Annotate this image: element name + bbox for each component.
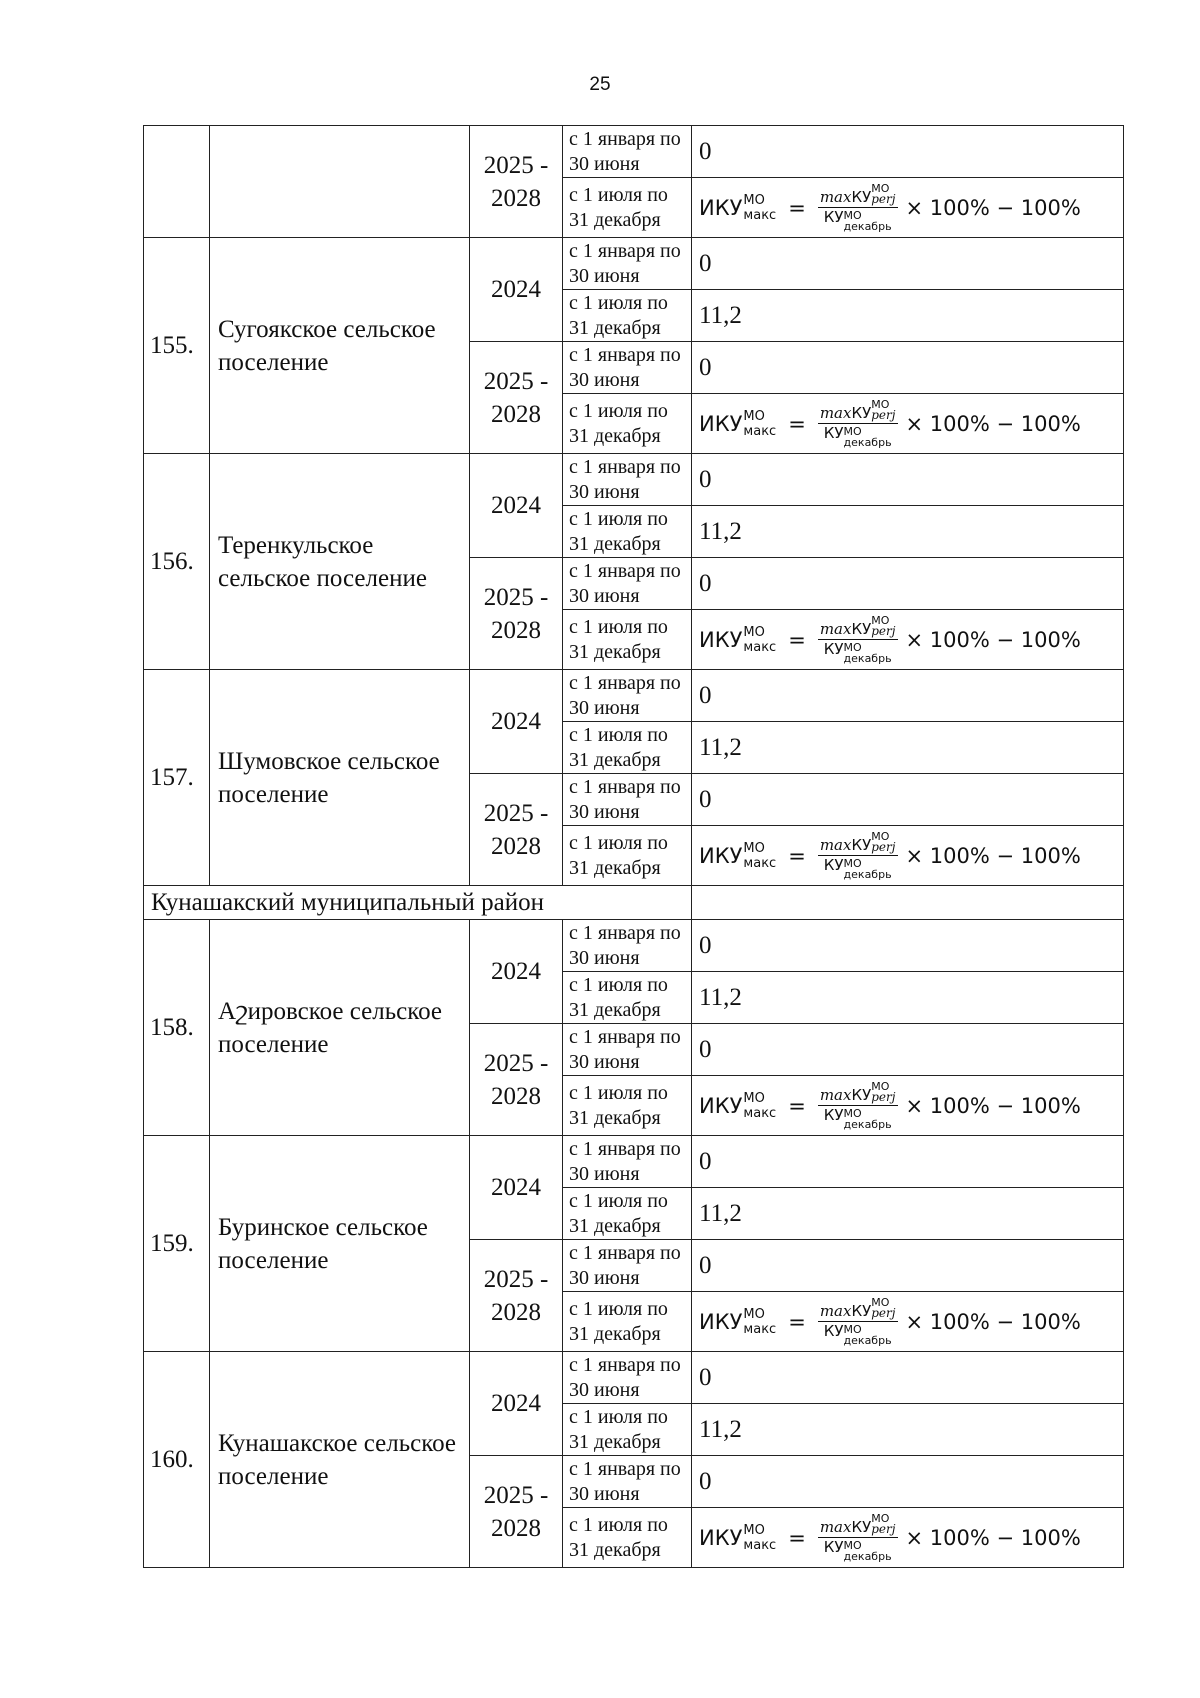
value-cell [692,178,1124,238]
formula-fraction [818,183,898,232]
formula-den-sup: МО [843,425,862,438]
table-row [144,1136,1124,1188]
formula-lhs-sup: МО [743,1522,765,1538]
formula-lhs-sub: макс [743,1321,777,1337]
index-formula [699,1081,1081,1130]
year-cell: 2025 - 2028 [470,774,563,886]
formula-den-sup: МО [843,857,862,870]
year-cell: 2025 - 2028 [470,126,563,238]
formula-max: max [819,188,852,206]
settlement-name-cell: Буринское сельское поселение [210,1136,470,1352]
formula-lhs: ИКУ [699,843,743,868]
value-cell: 0 [692,1136,1124,1188]
formula-fraction [818,831,898,880]
period-cell: с 1 января по 30 июня [563,1456,692,1508]
formula-den-base: КУ [823,1322,844,1340]
formula-tail: × 100% − 100% [905,1309,1081,1334]
year-cell: 2024 [470,1352,563,1456]
index-formula [699,399,1081,448]
period-cell: с 1 июля по 31 декабря [563,1188,692,1240]
formula-num-base: КУ [851,620,872,638]
value-cell: 11,2 [692,506,1124,558]
formula-lhs-sup: МО [743,1090,765,1106]
tariff-table [143,125,1124,1568]
formula-equals: = [788,1309,806,1334]
row-number-cell: 155. [144,238,210,454]
formula-den-base: КУ [823,856,844,874]
period-cell: с 1 января по 30 июня [563,1024,692,1076]
formula-num-base: КУ [851,1086,872,1104]
value-cell [692,610,1124,670]
formula-num-sub: perj [871,624,896,638]
value-cell: 0 [692,1024,1124,1076]
formula-max: max [819,620,852,638]
period-cell: с 1 января по 30 июня [563,1240,692,1292]
formula-num-sub: perj [871,1522,896,1536]
formula-lhs-sup: МО [743,192,765,208]
value-cell: 0 [692,126,1124,178]
formula-lhs: ИКУ [699,411,743,436]
formula-max: max [819,1518,852,1536]
row-number-cell: 157. [144,670,210,886]
formula-num-sup: МО [871,830,890,843]
index-formula [699,1513,1081,1562]
value-cell: 0 [692,342,1124,394]
settlement-name-cell [210,126,470,238]
table-row [144,886,1124,920]
formula-num-sub: perj [871,408,896,422]
value-cell [692,826,1124,886]
formula-lhs-sub: макс [743,639,777,655]
formula-den-sup: МО [843,1323,862,1336]
formula-den-sup: МО [843,1539,862,1552]
year-cell: 2024 [470,238,563,342]
page-number: 25 [589,74,611,95]
period-cell: с 1 июля по 31 декабря [563,1508,692,1568]
formula-den-base: КУ [823,1106,844,1124]
row-number-cell: 158. [144,920,210,1136]
formula-den-base: КУ [823,1538,844,1556]
year-cell: 2025 - 2028 [470,1024,563,1136]
formula-lhs-sup: МО [743,624,765,640]
period-cell: с 1 июля по 31 декабря [563,972,692,1024]
period-cell: с 1 июля по 31 декабря [563,826,692,886]
settlement-name-cell: Аշировское сельское поселение [210,920,470,1136]
formula-tail: × 100% − 100% [905,627,1081,652]
value-cell: 11,2 [692,1404,1124,1456]
period-cell: с 1 января по 30 июня [563,454,692,506]
formula-num-base: КУ [851,1518,872,1536]
settlement-name-cell: Теренкульское сельское поселение [210,454,470,670]
formula-lhs-sub: макс [743,1537,777,1553]
year-cell: 2025 - 2028 [470,1240,563,1352]
value-cell: 0 [692,920,1124,972]
period-cell: с 1 января по 30 июня [563,1136,692,1188]
table-row [144,454,1124,506]
period-cell: с 1 июля по 31 декабря [563,506,692,558]
formula-num-sup: МО [871,1512,890,1525]
formula-num-sup: МО [871,398,890,411]
table-row [144,126,1124,178]
period-cell: с 1 января по 30 июня [563,342,692,394]
formula-num-sup: МО [871,614,890,627]
formula-lhs-sup: МО [743,1306,765,1322]
formula-num-sup: МО [871,1080,890,1093]
index-formula [699,615,1081,664]
formula-den-sub: декабрь [843,1550,892,1563]
period-cell: с 1 июля по 31 декабря [563,722,692,774]
formula-den-sup: МО [843,641,862,654]
table-row [144,670,1124,722]
formula-den-sub: декабрь [843,436,892,449]
formula-equals: = [788,843,806,868]
value-cell: 11,2 [692,290,1124,342]
period-cell: с 1 января по 30 июня [563,774,692,826]
year-cell: 2025 - 2028 [470,558,563,670]
formula-lhs: ИКУ [699,1309,743,1334]
row-number-cell [144,126,210,238]
period-cell: с 1 января по 30 июня [563,1352,692,1404]
table-body [144,126,1124,1568]
formula-equals: = [788,1525,806,1550]
formula-lhs-sub: макс [743,423,777,439]
formula-tail: × 100% − 100% [905,195,1081,220]
formula-max: max [819,1086,852,1104]
formula-den-base: КУ [823,640,844,658]
formula-den-base: КУ [823,424,844,442]
formula-equals: = [788,1093,806,1118]
formula-den-sub: декабрь [843,220,892,233]
formula-fraction [818,399,898,448]
value-cell: 0 [692,1240,1124,1292]
value-cell: 11,2 [692,1188,1124,1240]
table-row [144,920,1124,972]
period-cell: с 1 июля по 31 декабря [563,610,692,670]
index-formula [699,831,1081,880]
formula-lhs-sup: МО [743,840,765,856]
row-number-cell: 156. [144,454,210,670]
year-cell: 2024 [470,454,563,558]
value-cell: 11,2 [692,722,1124,774]
formula-lhs-sub: макс [743,207,777,223]
formula-den-sup: МО [843,1107,862,1120]
formula-lhs-sub: макс [743,1105,777,1121]
year-cell: 2025 - 2028 [470,342,563,454]
row-number-cell: 160. [144,1352,210,1568]
formula-num-base: КУ [851,1302,872,1320]
formula-num-sup: МО [871,1296,890,1309]
formula-num-sub: perj [871,192,896,206]
value-cell: 0 [692,238,1124,290]
period-cell: с 1 июля по 31 декабря [563,178,692,238]
formula-lhs: ИКУ [699,627,743,652]
formula-num-base: КУ [851,836,872,854]
formula-tail: × 100% − 100% [905,843,1081,868]
formula-num-base: КУ [851,404,872,422]
value-cell [692,1292,1124,1352]
formula-num-sub: perj [871,840,896,854]
formula-den-sub: декабрь [843,1118,892,1131]
formula-tail: × 100% − 100% [905,1093,1081,1118]
formula-fraction [818,1513,898,1562]
formula-equals: = [788,411,806,436]
settlement-name-cell: Шумовское сельское поселение [210,670,470,886]
period-cell: с 1 января по 30 июня [563,126,692,178]
formula-max: max [819,836,852,854]
period-cell: с 1 июля по 31 декабря [563,1076,692,1136]
formula-den-sub: декабрь [843,868,892,881]
period-cell: с 1 июля по 31 декабря [563,394,692,454]
value-cell: 11,2 [692,972,1124,1024]
formula-lhs: ИКУ [699,195,743,220]
settlement-name-cell: Сугоякское сельское поселение [210,238,470,454]
formula-num-sub: perj [871,1306,896,1320]
period-cell: с 1 июля по 31 декабря [563,1404,692,1456]
formula-num-sup: МО [871,182,890,195]
value-cell [692,394,1124,454]
value-cell: 0 [692,1352,1124,1404]
region-empty-cell [692,886,1124,920]
row-number-cell: 159. [144,1136,210,1352]
formula-den-sup: МО [843,209,862,222]
index-formula [699,183,1081,232]
period-cell: с 1 января по 30 июня [563,238,692,290]
formula-max: max [819,404,852,422]
formula-num-sub: perj [871,1090,896,1104]
value-cell: 0 [692,454,1124,506]
formula-max: max [819,1302,852,1320]
formula-den-sub: декабрь [843,652,892,665]
period-cell: с 1 июля по 31 декабря [563,1292,692,1352]
value-cell: 0 [692,1456,1124,1508]
year-cell: 2024 [470,670,563,774]
index-formula [699,1297,1081,1346]
formula-lhs-sub: макс [743,855,777,871]
table-row [144,238,1124,290]
formula-num-base: КУ [851,188,872,206]
formula-den-base: КУ [823,208,844,226]
formula-fraction [818,615,898,664]
period-cell: с 1 января по 30 июня [563,670,692,722]
formula-equals: = [788,195,806,220]
formula-tail: × 100% − 100% [905,411,1081,436]
period-cell: с 1 января по 30 июня [563,558,692,610]
formula-tail: × 100% − 100% [905,1525,1081,1550]
formula-lhs: ИКУ [699,1525,743,1550]
formula-den-sub: декабрь [843,1334,892,1347]
settlement-name-cell: Кунашакское сельское поселение [210,1352,470,1568]
formula-lhs: ИКУ [699,1093,743,1118]
value-cell [692,1076,1124,1136]
region-header: Кунашакский муниципальный район [144,886,692,920]
formula-lhs-sup: МО [743,408,765,424]
year-cell: 2024 [470,1136,563,1240]
value-cell: 0 [692,558,1124,610]
period-cell: с 1 июля по 31 декабря [563,290,692,342]
value-cell: 0 [692,774,1124,826]
value-cell: 0 [692,670,1124,722]
formula-equals: = [788,627,806,652]
formula-fraction [818,1081,898,1130]
period-cell: с 1 января по 30 июня [563,920,692,972]
table-row [144,1352,1124,1404]
formula-fraction [818,1297,898,1346]
value-cell [692,1508,1124,1568]
year-cell: 2024 [470,920,563,1024]
year-cell: 2025 - 2028 [470,1456,563,1568]
